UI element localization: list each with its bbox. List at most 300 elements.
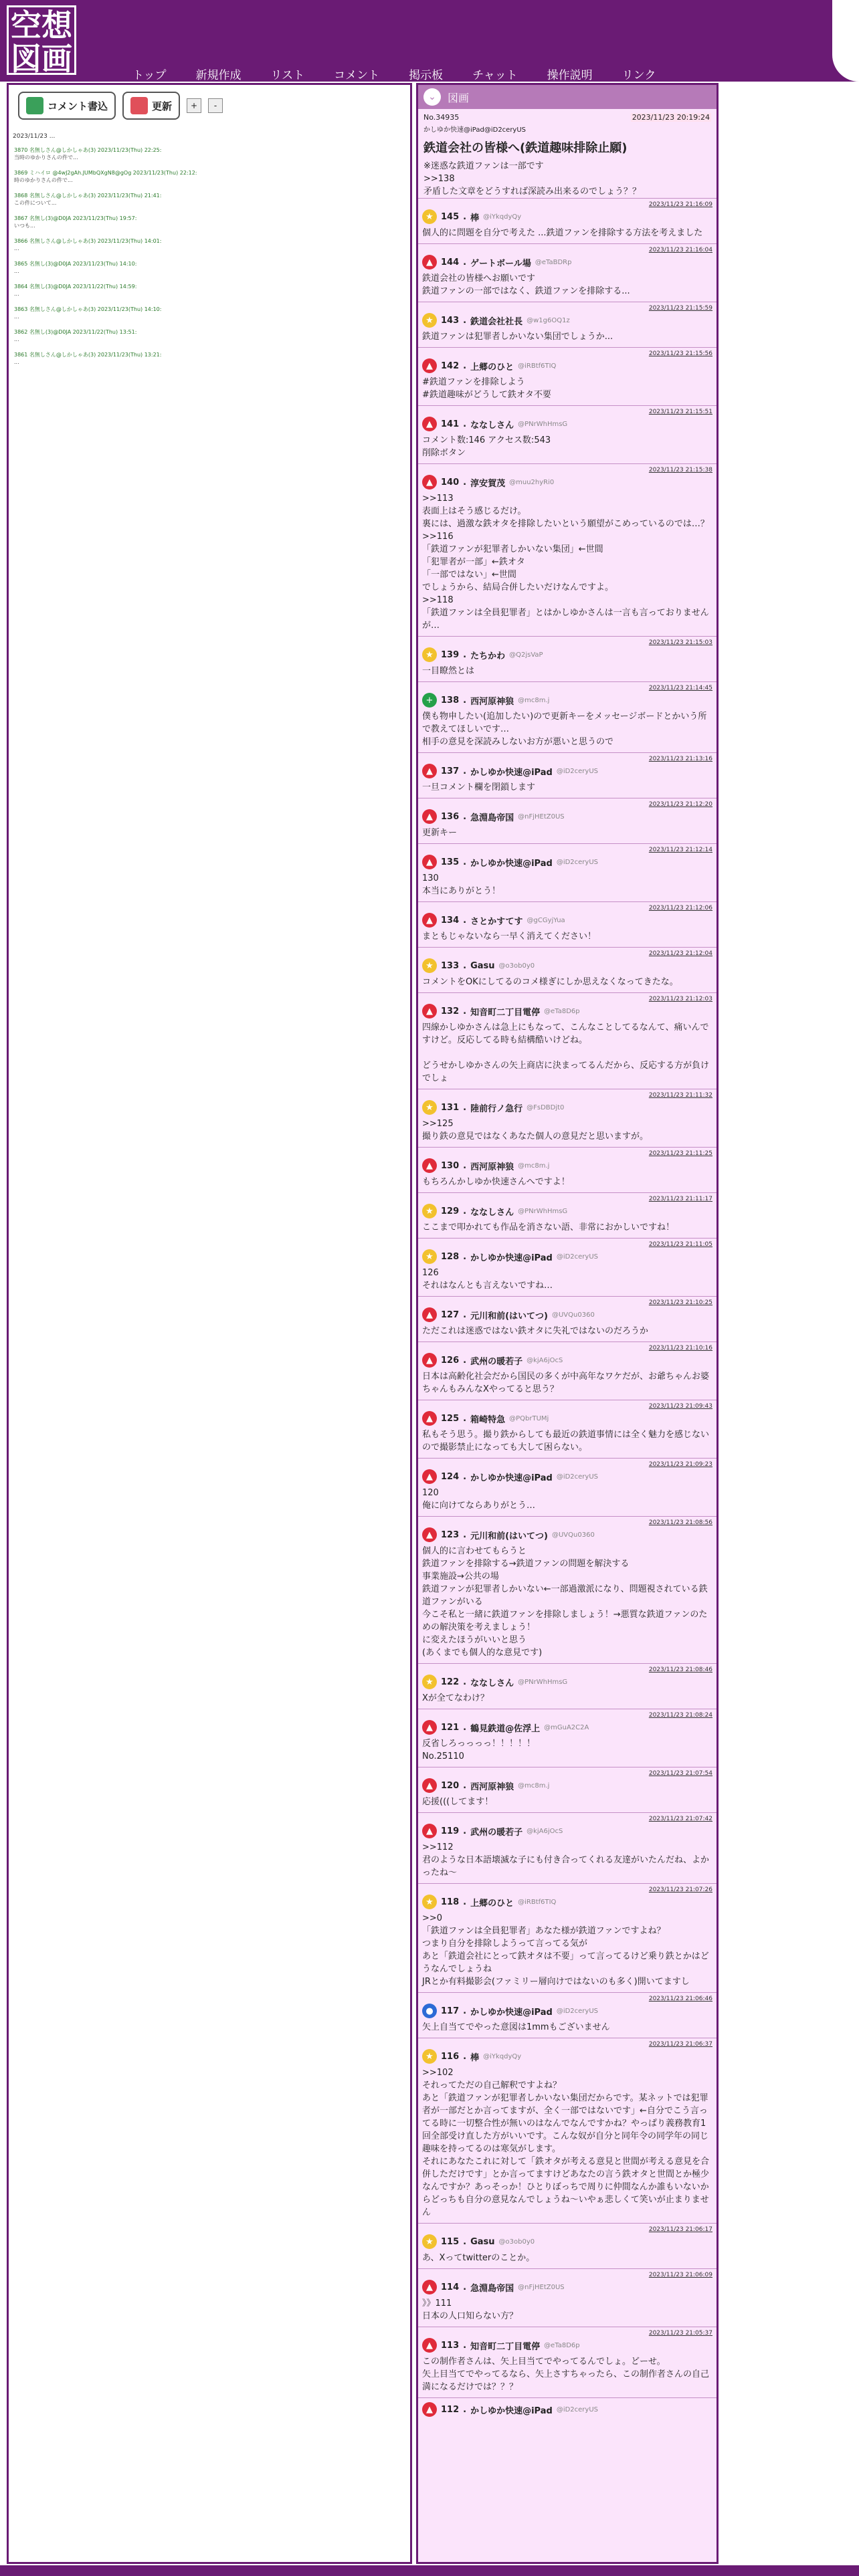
- comment-number: 128: [441, 1251, 460, 1262]
- comment-header: [422, 255, 712, 270]
- comment-user-id: @mc8m.j: [518, 1162, 550, 1170]
- comment-author[interactable]: かしゆか快速@iPad: [470, 1473, 553, 1483]
- comment-author[interactable]: 元川和前(はいてつ): [470, 1531, 548, 1541]
- board-thread-head: 3870 名無しさん@しかしゃあ(3) 2023/11/23(Thu) 22:25:: [14, 147, 162, 153]
- board-thread-item[interactable]: [14, 169, 409, 184]
- comment-author[interactable]: 淳安賀茂: [470, 478, 506, 489]
- board-thread-body: いつも...: [14, 223, 35, 229]
- comment-author[interactable]: 陸前行ノ急行: [470, 1103, 523, 1114]
- comment-body: 個人的に言わせてもらうと 鉄道ファンを排除する→鉄道ファンの問題を解決する 事業施設→公共の場 鉄道ファンが犯罪者しかいない←一部過激派になり、問題視されている鉄道ファンがいる 今こそ私と一緒に鉄道ファンを排除しましょう！→悪質な鉄道ファンのための解決策を考えましょう！ に変えたほうがいいと思う (あくまでも個人的な意見です): [422, 1546, 708, 1658]
- comment-date[interactable]: 2023/11/23 21:14:45: [648, 685, 712, 691]
- board-thread-body: ...: [14, 314, 19, 320]
- comment-user-id: @mc8m.j: [518, 696, 550, 704]
- comment-user-id: @iD2ceryUS: [556, 767, 598, 775]
- star-icon: ★: [422, 313, 437, 328]
- comment-number-sep: .: [463, 649, 467, 660]
- up-icon: ▲: [422, 255, 437, 270]
- comment-number: 131: [441, 1102, 460, 1113]
- comment-header: [422, 647, 712, 662]
- board-thread-item[interactable]: [14, 306, 409, 320]
- comment-number-sep: .: [463, 1160, 467, 1171]
- comment-author[interactable]: かしゆか快速@iPad: [470, 858, 553, 869]
- up-icon: ▲: [422, 1824, 437, 1838]
- comment-number: 123: [441, 1529, 460, 1540]
- comment-author[interactable]: ななしさん: [470, 420, 514, 431]
- comment-user-id: @iYkqdyQy: [483, 213, 522, 221]
- comment-list: [418, 198, 717, 2424]
- post-description: ※迷惑な鉄道ファンは一部です >>138 矛盾した文章をどうすれば深読み出来るのでしょう？？: [423, 161, 642, 197]
- comment-item: [418, 1147, 717, 1192]
- comment-number-sep: .: [463, 1529, 467, 1540]
- comment-number-sep: .: [463, 1897, 467, 1907]
- comment-item: [418, 302, 717, 347]
- comment-number: 125: [441, 1413, 460, 1424]
- comment-header: [422, 1778, 712, 1793]
- board-thread-item[interactable]: [14, 328, 409, 343]
- comment-body: Xが全てなわけ？: [422, 1693, 489, 1703]
- comment-author[interactable]: 急淵島帝国: [470, 2283, 514, 2294]
- comment-header: [422, 1004, 712, 1018]
- comment-item: [418, 243, 717, 302]
- star-icon: ★: [422, 1675, 437, 1689]
- comment-number: 136: [441, 811, 460, 822]
- post-meta: [418, 109, 717, 133]
- post-pane-header[interactable]: [418, 85, 717, 109]
- comment-body: #鉄道ファンを排除しよう #鉄道趣味がどうして鉄オタ不要: [422, 377, 551, 400]
- comment-date[interactable]: 2023/11/23 21:11:17: [648, 1196, 712, 1202]
- board-thread-head: 3861 名無しさん@しかしゃあ(3) 2023/11/23(Thu) 13:21:: [14, 352, 162, 358]
- up-icon: ▲: [422, 1778, 437, 1793]
- person-icon: ●: [422, 2004, 437, 2018]
- up-icon: ▲: [422, 1158, 437, 1173]
- comment-date[interactable]: 2023/11/23 21:05:37: [648, 2330, 712, 2337]
- comment-date[interactable]: 2023/11/23 21:08:46: [648, 1667, 712, 1673]
- comment-author[interactable]: 西河原神狼: [470, 1162, 514, 1172]
- comment-number-sep: .: [463, 477, 467, 488]
- comment-header: [422, 764, 712, 778]
- comment-body: >>113 表面上はそう感じるだけ。 裏には、過激な鉄オタを排除したいという願望がこめっているのでは…？ >>116 「鉄道ファンが犯罪者しかいない集団」←世間 「犯罪者が一部」←鉄オタ 「一部ではない」←世間 でしょうから、結局合併したいだけなんですよ。 >>118 「鉄道ファンは全員犯罪者」とはかしゆかさんは一言も言っておりませんが…: [422, 494, 709, 631]
- up-icon: ▲: [422, 2402, 437, 2417]
- comment-body: 130 本当にありがとう！: [422, 873, 501, 896]
- comment-date[interactable]: 2023/11/23 21:09:43: [648, 1403, 712, 1410]
- up-icon: ▲: [422, 913, 437, 928]
- comment-author[interactable]: かしゆか快速@iPad: [470, 767, 553, 778]
- zoom-in-button[interactable]: +: [187, 98, 201, 113]
- comment-number-sep: .: [463, 1102, 467, 1113]
- star-icon: ★: [422, 209, 437, 224]
- comment-number-sep: .: [463, 2404, 467, 2415]
- comment-body: >>125 撮り鉄の意見ではなくあなた個人の意見だと思いますが。: [422, 1119, 649, 1142]
- comment-author[interactable]: 武州の暖若子: [470, 1356, 523, 1367]
- comment-date[interactable]: 2023/11/23 21:15:38: [648, 467, 712, 473]
- main-nav: [132, 66, 685, 82]
- post-date: 2023/11/23 20:19:24: [632, 113, 710, 122]
- comment-item: [418, 2327, 717, 2397]
- comment-user-id: @UVQu0360: [551, 1311, 595, 1319]
- comment-number-sep: .: [463, 419, 467, 429]
- comment-number: 129: [441, 1206, 460, 1216]
- comment-body: 私もそう思う。撮り鉄からしても最近の鉄道事情には全く魅力を感じないので撮影禁止になっても大して困らない。: [422, 1430, 710, 1453]
- comment-date[interactable]: 2023/11/23 21:12:14: [648, 847, 712, 853]
- board-thread-item[interactable]: [14, 351, 409, 366]
- comment-number-sep: .: [463, 766, 467, 776]
- logo-line-1: 空想: [11, 7, 72, 43]
- comment-number: 116: [441, 2051, 460, 2062]
- comment-number-sep: .: [463, 1309, 467, 1320]
- comment-user-id: @PNrWhHmsG: [518, 420, 568, 428]
- star-icon: ★: [422, 1895, 437, 1909]
- board-toolbar: [18, 92, 223, 120]
- comment-date[interactable]: 2023/11/23 21:07:42: [648, 1816, 712, 1822]
- comment-date[interactable]: 2023/11/23 21:12:06: [648, 905, 712, 911]
- comment-header: [422, 1824, 712, 1838]
- nav-link[interactable]: リンク: [622, 69, 656, 82]
- comment-number: 133: [441, 960, 460, 971]
- comment-author[interactable]: ゲートボール場: [470, 258, 531, 269]
- pencil-icon: [26, 97, 43, 114]
- comment-author[interactable]: 知音町二丁目電停: [470, 2341, 541, 2352]
- comment-author[interactable]: ななしさん: [470, 1678, 514, 1689]
- comment-number-sep: .: [463, 915, 467, 926]
- comment-user-id: @o3ob0y0: [498, 2238, 535, 2246]
- comment-number: 139: [441, 649, 460, 660]
- board-thread-item[interactable]: [14, 192, 409, 207]
- comment-author[interactable]: 棒: [470, 213, 480, 223]
- board-thread-item[interactable]: [14, 237, 409, 252]
- comment-write-button[interactable]: [18, 92, 116, 120]
- up-icon: ▲: [422, 855, 437, 869]
- comment-item: [418, 347, 717, 405]
- comment-date[interactable]: 2023/11/23 21:06:46: [648, 1996, 712, 2002]
- comment-number: 124: [441, 1471, 460, 1482]
- comment-number: 118: [441, 1897, 460, 1907]
- board-thread-item[interactable]: [14, 215, 409, 229]
- comment-header: [422, 693, 712, 708]
- comment-number: 120: [441, 1780, 460, 1791]
- comment-date[interactable]: 2023/11/23 21:08:24: [648, 1712, 712, 1719]
- comment-author[interactable]: 西河原神狼: [470, 1782, 514, 1792]
- comment-number: 138: [441, 695, 460, 706]
- post-author: かしゆか快速@iPad@iD2ceryUS: [423, 126, 527, 134]
- comment-body: コメントをOKにしてるのコメ様ぎにしか思えなくなってきたな。: [422, 977, 678, 987]
- comment-item: [418, 1767, 717, 1812]
- comment-author[interactable]: 西河原神狼: [470, 696, 514, 707]
- plus-icon: +: [422, 693, 437, 708]
- comment-date[interactable]: 2023/11/23 21:15:03: [648, 639, 712, 646]
- board-thread-item[interactable]: [14, 146, 409, 161]
- comment-header: [422, 855, 712, 869]
- comment-item: [418, 2397, 717, 2424]
- nav-chat[interactable]: チャット: [472, 69, 518, 82]
- comment-header: [422, 358, 712, 373]
- comment-number: 114: [441, 2282, 460, 2292]
- comment-date[interactable]: 2023/11/23 21:09:23: [648, 1461, 712, 1468]
- comment-date[interactable]: 2023/11/23 21:07:26: [648, 1887, 712, 1893]
- comment-number-sep: .: [463, 360, 467, 371]
- comment-item: [418, 1883, 717, 1992]
- comment-user-id: @mc8m.j: [518, 1782, 550, 1790]
- comment-body: ただこれは迷惑ではない鉄オタに失礼ではないのだろうか: [422, 1326, 649, 1336]
- board-thread-body: ...: [14, 268, 19, 274]
- comment-item: [418, 947, 717, 992]
- comment-number: 122: [441, 1677, 460, 1687]
- up-icon: ▲: [422, 358, 437, 373]
- comment-user-id: @iD2ceryUS: [556, 858, 598, 866]
- comment-header: [422, 313, 712, 328]
- board-thread-item[interactable]: [14, 260, 409, 275]
- comment-header: [422, 1720, 712, 1735]
- comment-number: 144: [441, 257, 460, 267]
- comment-item: [418, 1192, 717, 1238]
- comment-item: [418, 1992, 717, 2038]
- board-thread-head: 3865 名無し(3)@D0JA 2023/11/23(Thu) 14:10:: [14, 261, 137, 267]
- comment-number-sep: .: [463, 2236, 467, 2247]
- comment-author[interactable]: ななしさん: [470, 1207, 514, 1218]
- up-icon: ▲: [422, 1307, 437, 1322]
- comment-body: >>112 君のような日本語壊滅な子にも付き合ってくれる友達がいたんだね、よかったね〜: [422, 1842, 710, 1878]
- comment-body: 120 俺に向けてならありがとう…: [422, 1488, 536, 1511]
- board-thread-body: ...: [14, 359, 19, 365]
- board-thread-head: 3866 名無しさん@しかしゃあ(3) 2023/11/23(Thu) 14:01:: [14, 238, 162, 244]
- comment-body: 個人的に問題を自分で考えた ...鉄道ファンを排除する方法を考えました: [422, 228, 703, 238]
- comment-author[interactable]: 箱崎特急: [470, 1414, 506, 1425]
- comment-author[interactable]: かしゆか快速@iPad: [470, 1253, 553, 1263]
- comment-number-sep: .: [463, 1251, 467, 1262]
- comment-number: 134: [441, 915, 460, 926]
- comment-body: >>0 「鉄道ファンは全員犯罪者」あなた様が鉄道ファンですよね？ つまり自分を排除しようって言ってる気が あと「鉄道会社にとって鉄オタは不要」って言ってるけど乗り鉄とかはどうなんでしょうね JRとか有料撮影会(ファミリー層向けではないのも多く)開いてますし: [422, 1913, 709, 1987]
- comment-date[interactable]: 2023/11/23 21:12:04: [648, 950, 712, 957]
- refresh-icon: [130, 97, 148, 114]
- refresh-button[interactable]: [122, 92, 180, 120]
- star-icon: ★: [422, 1100, 437, 1115]
- comment-item: [418, 198, 717, 243]
- comment-user-id: @iD2ceryUS: [556, 1253, 598, 1261]
- comment-body: 更新キー: [422, 828, 458, 838]
- comment-author[interactable]: 上郷のひと: [470, 362, 514, 372]
- comment-author[interactable]: 急淵島帝国: [470, 813, 514, 823]
- comment-item: [418, 2268, 717, 2327]
- comment-item: [418, 752, 717, 798]
- comment-user-id: @iD2ceryUS: [556, 2405, 598, 2413]
- comment-user-id: @nFjHEtZ0US: [518, 813, 565, 821]
- comment-body: ここまで叩かれても作品を消さない語、非常におかしいですね！: [422, 1222, 675, 1232]
- comment-date[interactable]: 2023/11/23 21:10:25: [648, 1299, 712, 1306]
- comment-header: [422, 1158, 712, 1173]
- nav-comment[interactable]: コメント: [334, 69, 380, 82]
- comment-user-id: @PNrWhHmsG: [518, 1678, 568, 1686]
- comment-date[interactable]: 2023/11/23 21:11:05: [648, 1241, 712, 1248]
- comment-header: [422, 1353, 712, 1368]
- comment-header: [422, 913, 712, 928]
- comment-number-sep: .: [463, 1780, 467, 1791]
- comment-item: [418, 798, 717, 843]
- site-header: [0, 0, 859, 82]
- comment-number-sep: .: [463, 1677, 467, 1687]
- comment-header: [422, 1249, 712, 1264]
- board-thread-head: 3868 名無しさん@しかしゃあ(3) 2023/11/23(Thu) 21:41:: [14, 193, 162, 199]
- nav-list[interactable]: リスト: [270, 69, 305, 82]
- comment-body: 反省しろっっっっ！！！！！ No.25110: [422, 1739, 536, 1761]
- comment-item: [418, 1709, 717, 1767]
- comment-date[interactable]: 2023/11/23 21:10:16: [648, 1345, 712, 1352]
- comment-item: [418, 1296, 717, 1341]
- comment-user-id: @kjA6jOcS: [527, 1827, 563, 1835]
- comment-user-id: @eTaBDRp: [535, 258, 572, 266]
- comment-number-sep: .: [463, 211, 467, 222]
- comment-user-id: @Q2jsVaP: [509, 651, 543, 659]
- up-icon: ▲: [422, 1469, 437, 1484]
- comment-number-sep: .: [463, 811, 467, 822]
- comment-number: 137: [441, 766, 460, 776]
- comment-author[interactable]: 棒: [470, 2052, 480, 2063]
- board-thread-body: 時のゆかりさんの件で...: [14, 177, 73, 183]
- comment-user-id: @iD2ceryUS: [556, 2007, 598, 2015]
- comment-number: 127: [441, 1309, 460, 1320]
- comment-body: もちろんかしゆか快速さんへですよ！: [422, 1177, 570, 1187]
- post-pane: [416, 83, 719, 2564]
- comment-body: 応援(((してます！: [422, 1797, 494, 1807]
- comment-number: 141: [441, 419, 460, 429]
- comment-date[interactable]: 2023/11/23 21:15:51: [648, 409, 712, 415]
- comment-body: 矢上自当てでやった意図は1mmもございません: [422, 2022, 610, 2032]
- comment-item: [418, 992, 717, 1089]
- comment-number: 113: [441, 2340, 460, 2351]
- up-icon: ▲: [422, 764, 437, 778]
- comment-number: 126: [441, 1355, 460, 1366]
- comment-user-id: @iYkqdyQy: [483, 2052, 522, 2060]
- comment-header: [422, 2234, 712, 2249]
- comment-number-sep: .: [463, 1006, 467, 1016]
- comment-header: [422, 2004, 712, 2018]
- comment-date[interactable]: 2023/11/23 21:13:16: [648, 756, 712, 762]
- comment-date[interactable]: 2023/11/23 21:15:59: [648, 305, 712, 312]
- comment-user-id: @PNrWhHmsG: [518, 1207, 568, 1215]
- comment-user-id: @UVQu0360: [551, 1531, 595, 1539]
- star-icon: ★: [422, 1204, 437, 1218]
- comment-number-sep: .: [463, 2051, 467, 2062]
- nav-top[interactable]: トップ: [132, 69, 167, 82]
- board-thread-body: ...: [14, 291, 19, 297]
- comment-author[interactable]: 元川和前(はいてつ): [470, 1311, 548, 1321]
- comment-author[interactable]: かしゆか快速@iPad: [470, 2405, 553, 2416]
- comment-user-id: @kjA6jOcS: [527, 1356, 563, 1364]
- comment-date[interactable]: 2023/11/23 21:15:56: [648, 350, 712, 357]
- comment-author[interactable]: 武州の暖若子: [470, 1827, 523, 1838]
- board-thread-body: ...: [14, 336, 19, 342]
- comment-body: 126 それはなんとも言えないですね…: [422, 1268, 553, 1291]
- comment-user-id: @FsDBDjt0: [527, 1103, 565, 1111]
- comment-date[interactable]: 2023/11/23 21:16:09: [648, 201, 712, 208]
- nav-help[interactable]: 操作説明: [547, 69, 593, 82]
- star-icon: ★: [422, 2049, 437, 2064]
- comment-body: 鉄道会社の皆様へお願いです 鉄道ファンの一部ではなく、鉄道ファンを排除する...: [422, 274, 630, 296]
- comment-item: [418, 1458, 717, 1516]
- comment-body: 鉄道ファンは犯罪者しかいない集団でしょうか...: [422, 332, 613, 342]
- nav-board[interactable]: 掲示板: [409, 69, 444, 82]
- board-thread-body: この件について...: [14, 200, 57, 206]
- comment-date[interactable]: 2023/11/23 21:08:56: [648, 1519, 712, 1526]
- comment-user-id: @nFjHEtZ0US: [518, 2283, 565, 2291]
- comment-number-sep: .: [463, 315, 467, 326]
- comment-item: [418, 1812, 717, 1883]
- up-icon: ▲: [422, 1527, 437, 1542]
- comment-author[interactable]: たちかわ: [470, 651, 506, 661]
- comment-body: 僕も物申したい(追加したい)ので更新キーをメッセージボードとかいう所で教えてほしいです… 相手の意見を深読みしないお方が悪いと思うので: [422, 712, 707, 747]
- comment-header: [422, 1895, 712, 1909]
- board-thread-item[interactable]: [14, 283, 409, 298]
- comment-header: [422, 417, 712, 431]
- comment-item: [418, 1089, 717, 1147]
- comment-author[interactable]: 上郷のひと: [470, 1898, 514, 1909]
- comment-number-sep: .: [463, 2340, 467, 2351]
- comment-date[interactable]: 2023/11/23 21:12:03: [648, 996, 712, 1002]
- up-icon: ▲: [422, 1004, 437, 1018]
- comment-body: あ、Xってtwitterのことか。: [422, 2253, 535, 2263]
- comment-date[interactable]: 2023/11/23 21:06:17: [648, 2226, 712, 2233]
- board-ticker: 2023/11/23 ...: [13, 133, 56, 140]
- comment-date[interactable]: 2023/11/23 21:12:20: [648, 801, 712, 808]
- comment-date[interactable]: 2023/11/23 21:07:54: [648, 1770, 712, 1777]
- comment-header: [422, 475, 712, 490]
- comment-author[interactable]: Gasu: [470, 2236, 495, 2247]
- board-thread-head: 3869 ミハイロ @4wJ2gAh.JUMbQXgN8@gOg 2023/11/23(Thu) 22:12:: [14, 170, 197, 176]
- comment-author[interactable]: 知音町二丁目電停: [470, 1007, 541, 1018]
- comment-number: 130: [441, 1160, 460, 1171]
- comment-header: [422, 809, 712, 824]
- up-icon: ▲: [422, 1353, 437, 1368]
- comment-body: 》》111 日本の人口知らない方？: [422, 2298, 518, 2321]
- comment-author[interactable]: 鶴見鉄道@佐浮上: [470, 1723, 541, 1734]
- comment-date[interactable]: 2023/11/23 21:06:09: [648, 2272, 712, 2278]
- comment-author[interactable]: Gasu: [470, 960, 495, 971]
- comment-body: >>102 それってただの自己解釈ですよね？ あと「鉄道ファンが犯罪者しかいない集団だからです。某ネットでは犯罪者が一部だとか言ってますが、全く一部ではないです」←自分でこう言ってる時に一切整合性が無いのはなんでなんですかね？やっぱり義務教育1回全部受け直した方がいいです。こんな奴が自分と同年令の同学年の同じ趣味を持ってるのは寒気がします。 それにあなたこれに対して「鉄オタが考える意見と世間が考える意見を合併しただけです」とか言ってますけどあなたの言う鉄オタと世間とか極少なんですか？あっそっか！ひとりぼっちで周りに仲間なんか誰もいないからどっちも自分の意見なんでしょうね〜いやぁ悲しくて笑いが止まりません: [422, 2068, 710, 2218]
- comment-number-sep: .: [463, 960, 467, 971]
- comment-body: 四線かしゆかさんは急上にもなって、こんなことしてるなんて、痛いんですけど。反応してる時も結構酷いけどね。 どうせかしゆかさんの矢上商店に決まってるんだから、反応する方が負けでしょ: [422, 1023, 710, 1083]
- board-thread-list: [14, 146, 409, 374]
- comment-author[interactable]: かしゆか快速@iPad: [470, 2007, 553, 2018]
- comment-user-id: @iD2ceryUS: [556, 1473, 598, 1481]
- comment-item: [418, 1400, 717, 1458]
- comment-author[interactable]: 鉄道会社社長: [470, 316, 523, 327]
- comment-user-id: @mGuA2C2A: [544, 1723, 589, 1731]
- comment-number-sep: .: [463, 1471, 467, 1482]
- chevron-down-icon[interactable]: ⌄: [423, 88, 441, 106]
- board-thread-head: 3864 名無し(3)@D0JA 2023/11/22(Thu) 14:59:: [14, 284, 137, 290]
- logo-line-2: 図画: [11, 41, 72, 77]
- comment-header: [422, 1469, 712, 1484]
- comment-write-label: コメント書込: [47, 100, 108, 112]
- comment-date[interactable]: 2023/11/23 21:11:32: [648, 1092, 712, 1099]
- comment-date[interactable]: 2023/11/23 21:16:04: [648, 247, 712, 253]
- star-icon: ★: [422, 958, 437, 973]
- zoom-out-button[interactable]: -: [208, 98, 223, 113]
- comment-author[interactable]: さとかすてす: [470, 916, 523, 927]
- comment-item: [418, 1516, 717, 1663]
- post-number: No.34935: [423, 113, 460, 122]
- comment-number-sep: .: [463, 1826, 467, 1836]
- comment-date[interactable]: 2023/11/23 21:06:37: [648, 2041, 712, 2048]
- comment-item: [418, 843, 717, 901]
- comment-date[interactable]: 2023/11/23 21:11:25: [648, 1150, 712, 1157]
- up-icon: ▲: [422, 2280, 437, 2294]
- comment-number-sep: .: [463, 695, 467, 706]
- comment-user-id: @PQbrTUMj: [509, 1414, 549, 1422]
- star-icon: ★: [422, 2234, 437, 2249]
- comment-number: 142: [441, 360, 460, 371]
- site-logo[interactable]: [7, 5, 76, 75]
- comment-header: [422, 1411, 712, 1426]
- nav-new[interactable]: 新規作成: [195, 69, 242, 82]
